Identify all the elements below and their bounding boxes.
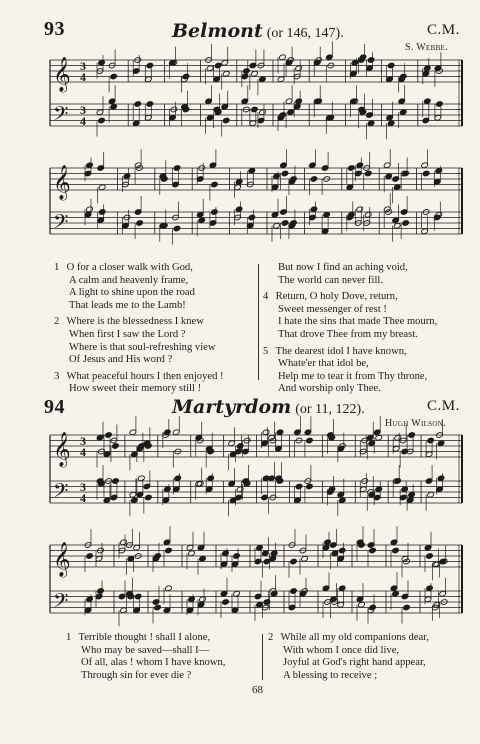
hymn-93-ref: (or 146, 147). [266,26,344,41]
hymn-94-number: 94 [44,396,65,418]
verse-3-continued: But now I find an aching void, The world can never fill. [278,262,408,286]
hymn-94-verses-left [66,632,225,682]
svg-text:𝄢: 𝄢 [53,589,69,617]
page-number: 68 [252,684,263,696]
svg-text:𝄞: 𝄞 [53,165,71,200]
verse-1: 1 O for a closer walk with God, A calm and heavenly frame, A light to shine upon the road That leads me to the Lamb! [54,262,195,311]
hymn-94-name: Martyrdom [172,396,292,418]
svg-text:𝄞: 𝄞 [53,542,71,577]
svg-text:𝄢: 𝄢 [53,210,69,238]
svg-text:4: 4 [80,491,86,505]
verse-4: 4 Return, O holy Dove, return, Sweet messenger of rest ! I hate the sins that made Thee mourn, That drove Thee from my breast. [263,291,438,340]
hymn-93-name: Belmont [172,20,263,42]
hymn-94-system-1 [50,416,462,516]
svg-text:3: 3 [80,434,86,448]
hymn-94-ref: (or 11, 122). [295,402,365,417]
svg-text:3: 3 [80,103,86,117]
verse-2: 2 While all my old companions dear, With whom I once did live, Joyful at God's right hand appear, A blessing to receive ; [268,632,429,681]
hymn-93-composer: S. Webbe. [405,42,448,53]
svg-text:3: 3 [80,480,86,494]
svg-text:4: 4 [80,114,86,128]
hymn-94-verse-divider [262,634,263,680]
hymn-94-composer: Hugh Wilson. [385,418,446,429]
hymn-94-meter: C.M. [427,398,460,414]
verse-3: 3 What peaceful hours I then enjoyed ! How sweet their memory still ! [54,370,224,395]
hymn-93-number: 93 [44,18,65,40]
verse-5: 5 The dearest idol I have known, Whate'er that idol be, Help me to tear it from Thy throne, And worship only Thee. [263,345,428,395]
verse-2: 2 Where is the blessedness I knew When first I saw the Lord ? Where is that soul-refreshing view Of Jesus and His word ? [54,316,216,366]
svg-text:3: 3 [80,59,86,73]
svg-text:4: 4 [80,445,86,459]
svg-text:𝄢: 𝄢 [53,479,69,507]
svg-text:𝄞: 𝄞 [53,432,71,467]
svg-text:𝄞: 𝄞 [53,57,71,92]
svg-text:𝄢: 𝄢 [53,102,69,130]
hymn-94-verses-right [268,632,429,682]
verse-1: 1 Terrible thought ! shall I alone, Who may be saved—shall I— Of all, alas ! whom I have known, Through sin for ever die ? [66,632,226,681]
svg-text:4: 4 [80,70,86,84]
hymn-93-meter: C.M. [427,22,460,38]
hymn-94-system-2 [50,526,462,626]
